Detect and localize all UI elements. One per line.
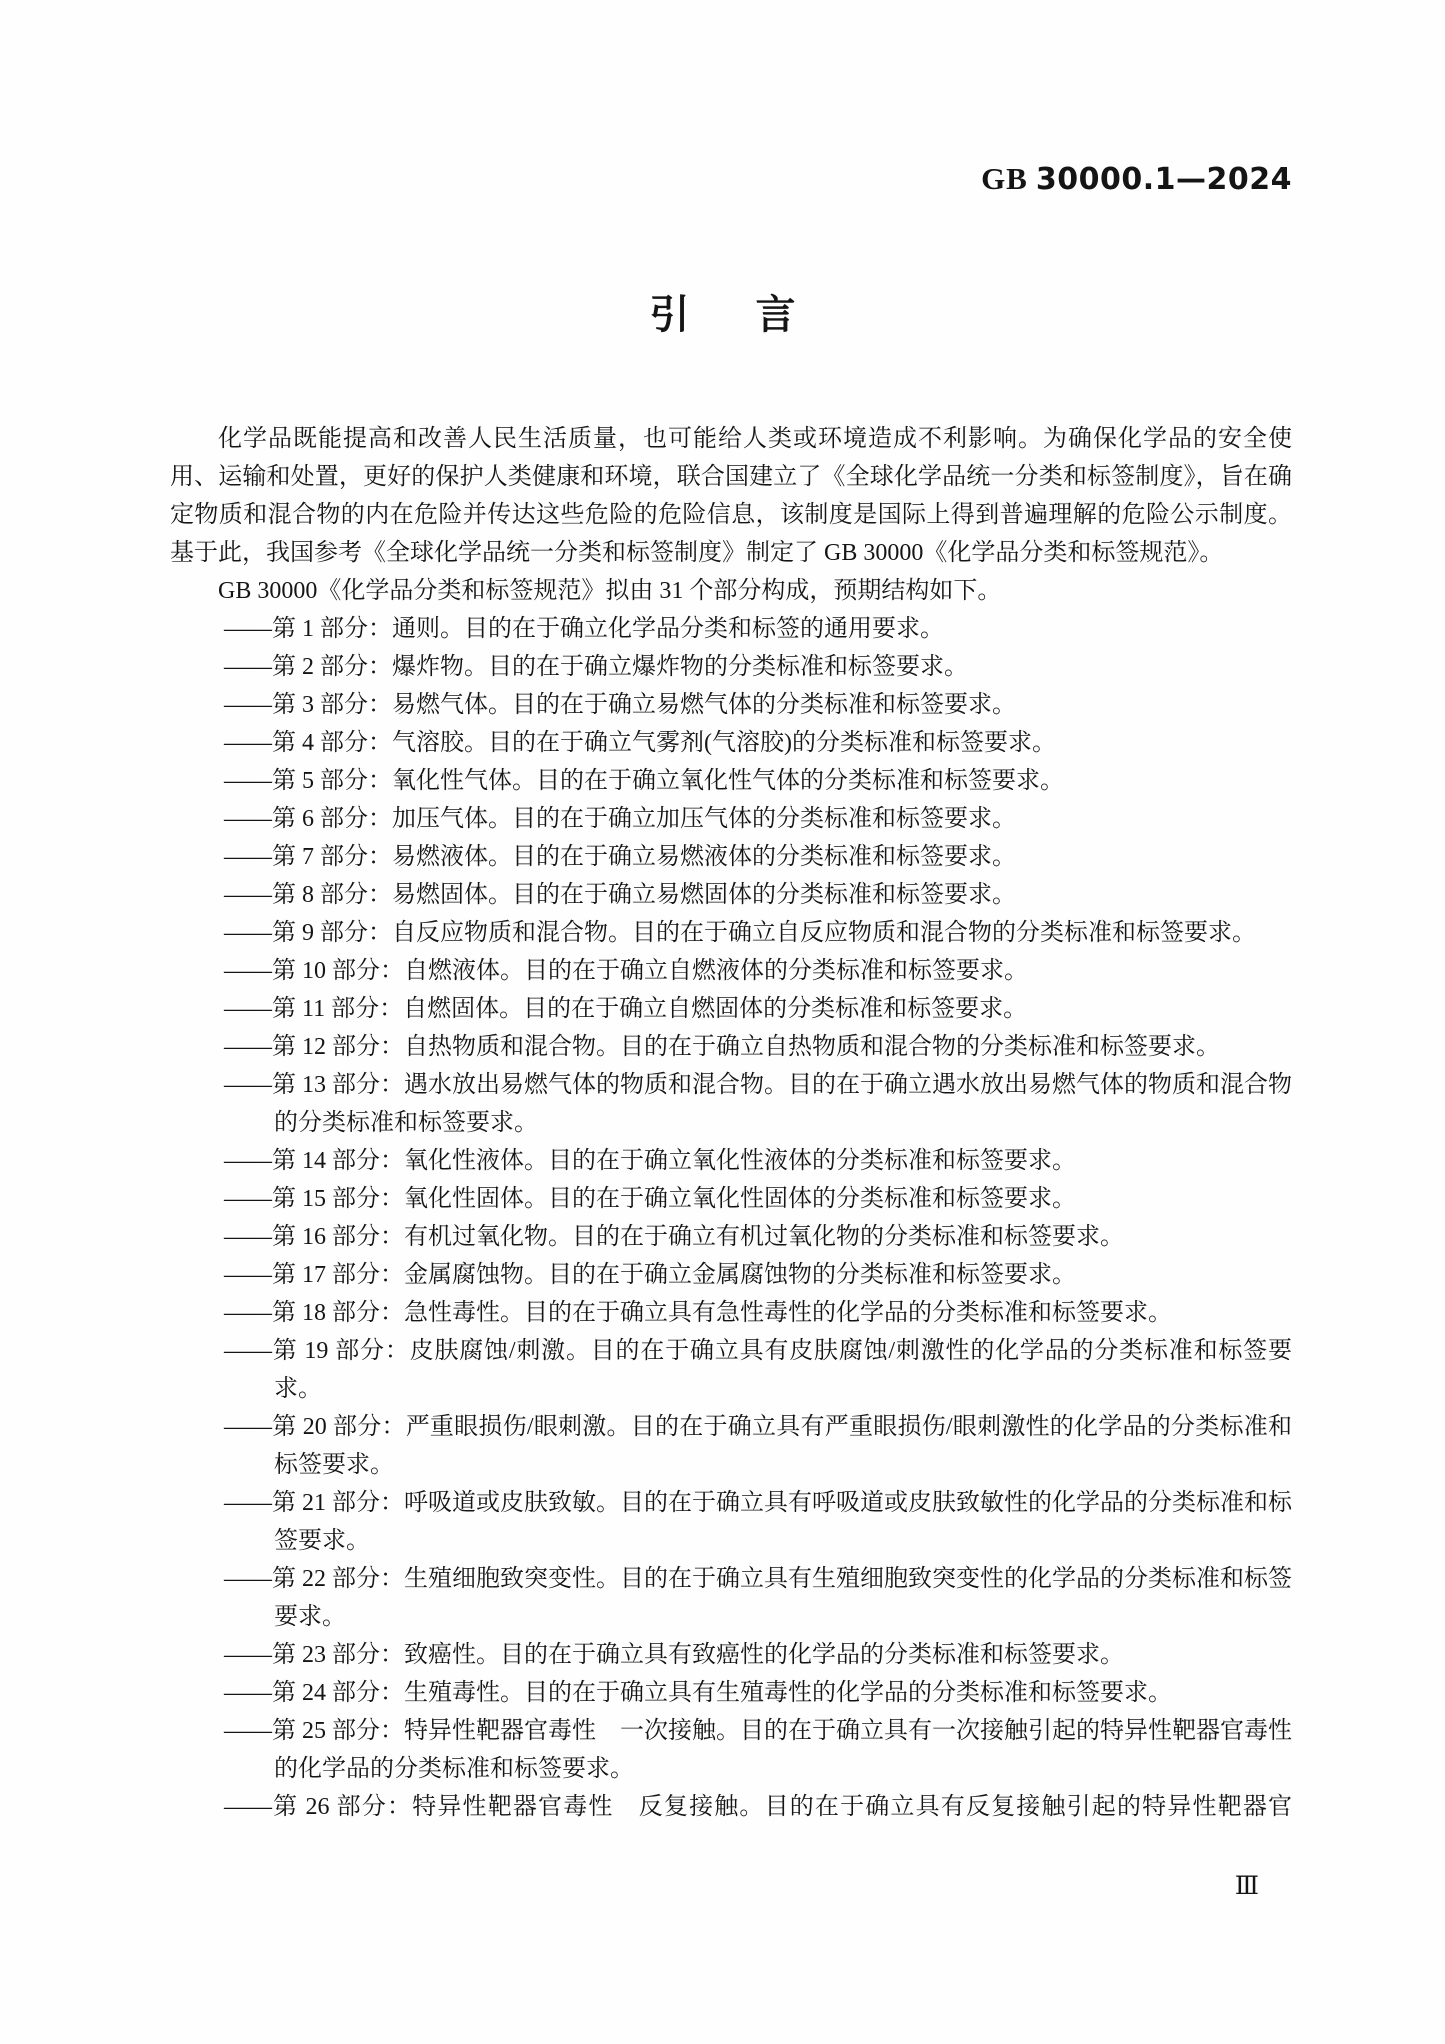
- list-item: ——第 24 部分：生殖毒性。目的在于确立具有生殖毒性的化学品的分类标准和标签要求。: [224, 1680, 1172, 1706]
- list-item: ——第 6 部分：加压气体。目的在于确立加压气体的分类标准和标签要求。: [224, 806, 1016, 832]
- list-item: ——第 22 部分：生殖细胞致突变性。目的在于确立具有生殖细胞致突变性的化学品的分类标准和标签要求。: [224, 1566, 1292, 1630]
- body-text: [170, 420, 1292, 1826]
- list-item: ——第 21 部分：呼吸道或皮肤致敏。目的在于确立具有呼吸道或皮肤致敏性的化学品的分类标准和标签要求。: [224, 1490, 1292, 1554]
- list-item: ——第 10 部分：自燃液体。目的在于确立自燃液体的分类标准和标签要求。: [224, 958, 1028, 984]
- standard-code-number: 30000.1—2024: [1035, 162, 1292, 197]
- list-item: ——第 5 部分：氧化性气体。目的在于确立氧化性气体的分类标准和标签要求。: [224, 768, 1064, 794]
- list-item: ——第 23 部分：致癌性。目的在于确立具有致癌性的化学品的分类标准和标签要求。: [224, 1642, 1124, 1668]
- page-title-char-1: 引: [649, 292, 690, 338]
- list-item: ——第 8 部分：易燃固体。目的在于确立易燃固体的分类标准和标签要求。: [224, 882, 1016, 908]
- standard-code: [981, 161, 1292, 197]
- list-item: ——第 25 部分：特异性靶器官毒性 一次接触。目的在于确立具有一次接触引起的特异性靶器官毒性的化学品的分类标准和标签要求。: [224, 1718, 1292, 1782]
- list-item: ——第 1 部分：通则。目的在于确立化学品分类和标签的通用要求。: [224, 616, 944, 642]
- list-item: ——第 12 部分：自热物质和混合物。目的在于确立自热物质和混合物的分类标准和标签要求。: [224, 1034, 1220, 1060]
- intro-paragraph-1: 化学品既能提高和改善人民生活质量，也可能给人类或环境造成不利影响。为确保化学品的安全使用、运输和处置，更好的保护人类健康和环境，联合国建立了《全球化学品统一分类和标签制度》，旨在确定物质和混合物的内在危险并传达这些危险的危险信息，该制度是国际上得到普遍理解的危险公示制度。基于此，我国参考《全球化学品统一分类和标签制度》制定了 GB 30000《化学品分类和标签规范》。: [170, 426, 1292, 566]
- intro-paragraph-2: GB 30000《化学品分类和标签规范》拟由 31 个部分构成，预期结构如下。: [218, 578, 1002, 604]
- list-item: ——第 20 部分：严重眼损伤/眼刺激。目的在于确立具有严重眼损伤/眼刺激性的化学品的分类标准和标签要求。: [224, 1414, 1292, 1478]
- list-item: ——第 14 部分：氧化性液体。目的在于确立氧化性液体的分类标准和标签要求。: [224, 1148, 1076, 1174]
- list-item: ——第 7 部分：易燃液体。目的在于确立易燃液体的分类标准和标签要求。: [224, 844, 1016, 870]
- list-item: ——第 17 部分：金属腐蚀物。目的在于确立金属腐蚀物的分类标准和标签要求。: [224, 1262, 1076, 1288]
- list-item: ——第 9 部分：自反应物质和混合物。目的在于确立自反应物质和混合物的分类标准和标签要求。: [224, 920, 1256, 946]
- list-item: ——第 16 部分：有机过氧化物。目的在于确立有机过氧化物的分类标准和标签要求。: [224, 1224, 1124, 1250]
- list-item: ——第 3 部分：易燃气体。目的在于确立易燃气体的分类标准和标签要求。: [224, 692, 1016, 718]
- page-title: [0, 293, 1445, 337]
- list-item: ——第 19 部分：皮肤腐蚀/刺激。目的在于确立具有皮肤腐蚀/刺激性的化学品的分类标准和标签要求。: [224, 1338, 1292, 1402]
- list-item: ——第 26 部分：特异性靶器官毒性 反复接触。目的在于确立具有反复接触引起的特异性靶器官: [224, 1794, 1292, 1820]
- list-item: ——第 4 部分：气溶胶。目的在于确立气雾剂(气溶胶)的分类标准和标签要求。: [224, 730, 1056, 756]
- list-item: ——第 18 部分：急性毒性。目的在于确立具有急性毒性的化学品的分类标准和标签要求。: [224, 1300, 1172, 1326]
- list-item: ——第 11 部分：自燃固体。目的在于确立自燃固体的分类标准和标签要求。: [224, 996, 1028, 1022]
- parts-list: [170, 610, 1292, 1826]
- page-title-char-2: 言: [755, 292, 796, 338]
- page-number: Ⅲ: [1234, 1873, 1259, 1900]
- list-item: ——第 15 部分：氧化性固体。目的在于确立氧化性固体的分类标准和标签要求。: [224, 1186, 1076, 1212]
- list-item: ——第 13 部分：遇水放出易燃气体的物质和混合物。目的在于确立遇水放出易燃气体的物质和混合物的分类标准和标签要求。: [224, 1072, 1292, 1136]
- list-item: ——第 2 部分：爆炸物。目的在于确立爆炸物的分类标准和标签要求。: [224, 654, 968, 680]
- standard-code-prefix: GB: [981, 161, 1028, 196]
